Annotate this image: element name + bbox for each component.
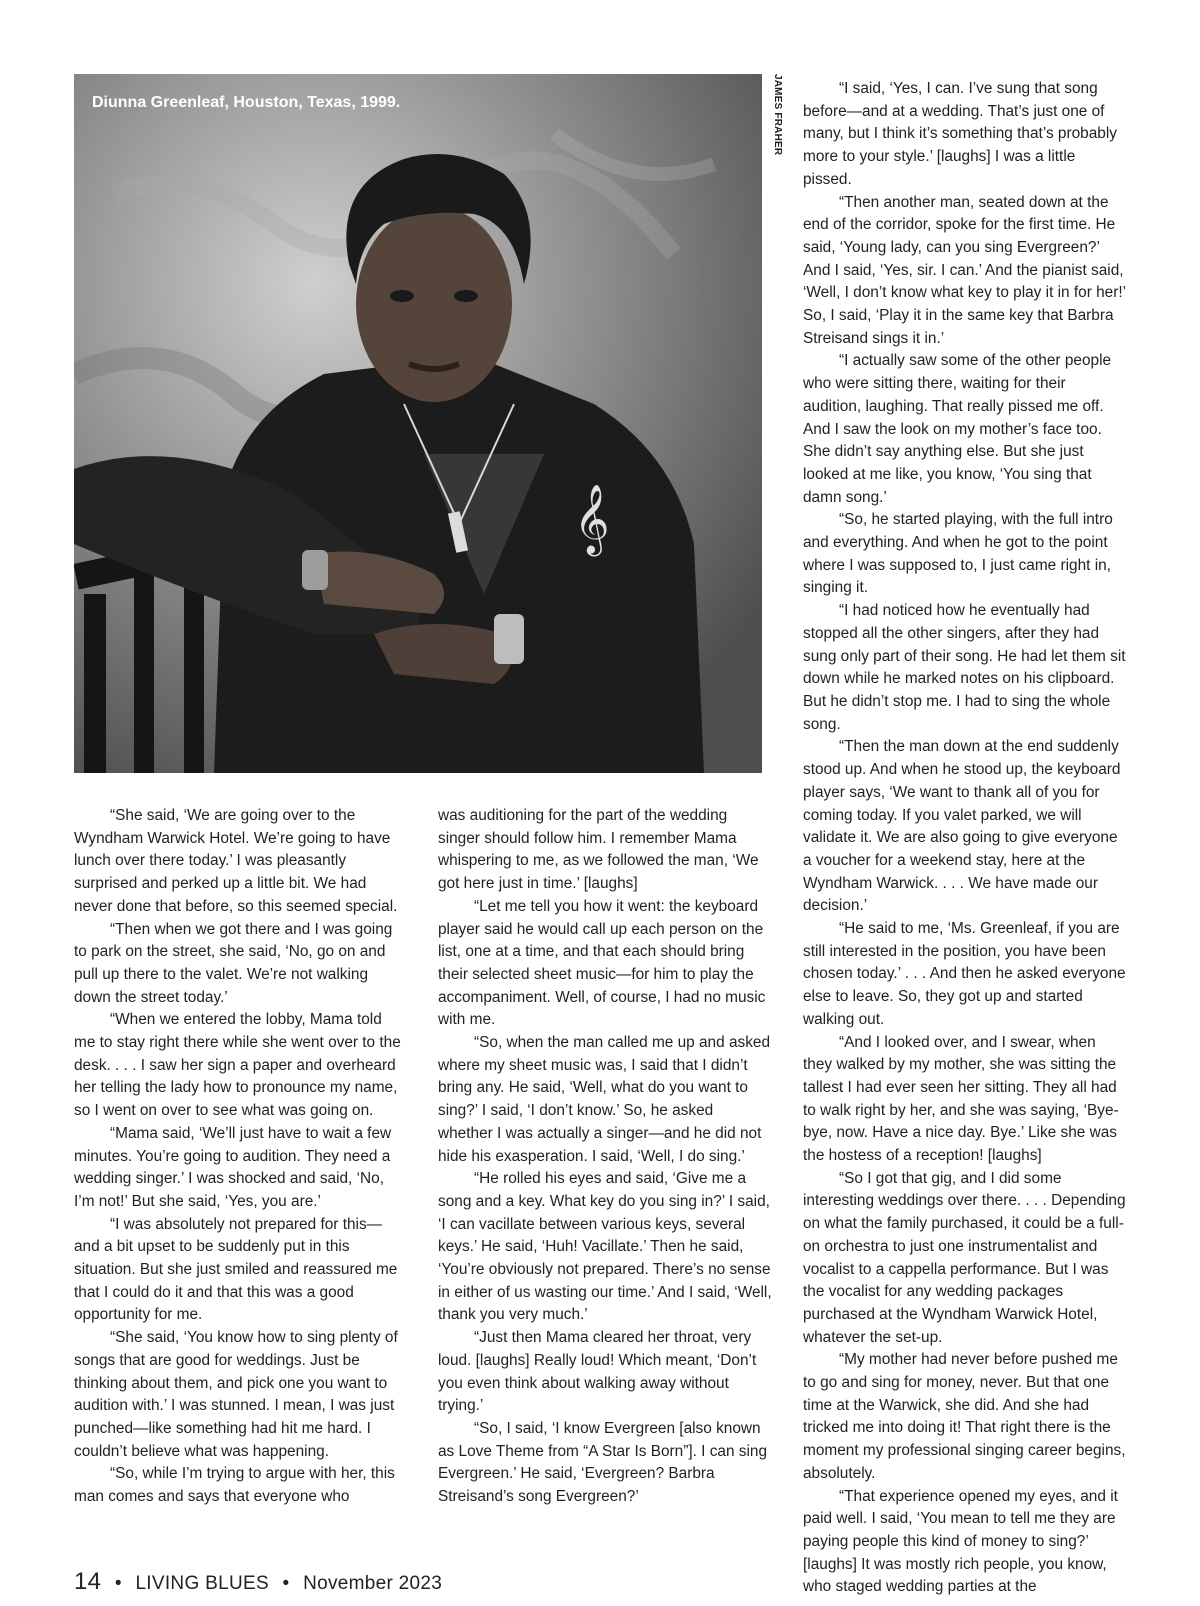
paragraph: “She said, ‘You know how to sing plenty of songs that are good for weddings. Just be thinking about them, and pick one you want to audition with.’ I was stunned. I mean, I was just punched—like something had hit me hard. I couldn’t believe what was happening. bbox=[74, 1329, 398, 1460]
page-number: 14 bbox=[74, 1568, 102, 1595]
text-column-left bbox=[74, 805, 404, 1509]
portrait-photo bbox=[74, 74, 762, 773]
text-column-middle bbox=[438, 805, 772, 1509]
paragraph: “When we entered the lobby, Mama told me to stay right there while she went over to the desk. . . . I saw her sign a paper and overheard her telling the lady how to pronounce my name, so I went on over to see what was going on. bbox=[74, 1011, 401, 1120]
paragraph: “And I looked over, and I swear, when they walked by my mother, she was sitting the tallest I had ever seen her sitting. They all had to walk right by her, and she was saying, ‘Bye-bye, now. Have a nice day. Bye.’ Like she was the hostess of a reception! [laughs] bbox=[803, 1033, 1119, 1165]
issue-date: November 2023 bbox=[303, 1573, 443, 1594]
paragraph: “So, I said, ‘I know Evergreen [also known as Love Theme from “A Star Is Born”]. I can sing Evergreen.’ He said, ‘Evergreen? Barbra Streisand’s song Evergreen?’ bbox=[438, 1419, 768, 1506]
paragraph: “Let me tell you how it went: the keyboard player said he would call up each person on the list, one at a time, and that each should bring their selected sheet music—for him to play the accompaniment. Well, of course, I had no music with me. bbox=[438, 897, 766, 1029]
paragraph: “I actually saw some of the other people who were sitting there, waiting for their audition, laughing. That really pissed me off. And I saw the look on my mother’s face too. She didn’t say anything else. But she just looked at me like, you know, ‘You sing that damn song.’ bbox=[803, 352, 1112, 506]
paragraph: “He said to me, ‘Ms. Greenleaf, if you are still interested in the position, you have been chosen today.’ . . . And then he asked everyone else to leave. So, they got up and started walking out. bbox=[803, 920, 1126, 1028]
svg-text:𝄞: 𝄞 bbox=[574, 484, 610, 554]
paragraph: “I had noticed how he eventually had stopped all the other singers, after they had sung only part of their song. He had let them sit down while he marked notes on his clipboard. But he didn’t stop me. I had to sing the whole song. bbox=[803, 602, 1126, 733]
paragraph: “So I got that gig, and I did some interesting weddings over there. . . . Depending on what the family purchased, it could be a full-on orchestra to just one instrumentalist and vocalist to a cappella performance. But I was the vocalist for any wedding packages purchased at the Wyndham Warwick Hotel, whatever the set-up. bbox=[803, 1169, 1126, 1346]
paragraph: “Then another man, seated down at the end of the corridor, spoke for the first time. He said, ‘Young lady, can you sing Evergreen?’ And I said, ‘Yes, sir. I can.’ And the pianist said, ‘Well, I don’t know what key to play it in for her!’ So, I said, ‘Play it in the same key that Barbra Streisand sings it in.’ bbox=[803, 193, 1126, 347]
paragraph: “He rolled his eyes and said, ‘Give me a song and a key. What key do you sing in?’ I said, ‘I can vacillate between various keys, several keys.’ He said, ‘Huh! Vacillate.’ Then he said, ‘You’re obviously not prepared. There’s no sense in either of us wasting our time.’ And I said, ‘Well, thank you very much.’ bbox=[438, 1170, 772, 1324]
paragraph: “Mama said, ‘We’ll just have to wait a few minutes. You’re going to audition. They need a wedding singer.’ I was shocked and said, ‘No, I’m not!’ But she said, ‘Yes, you are.’ bbox=[74, 1124, 392, 1210]
paragraph: “She said, ‘We are going over to the Wyndham Warwick Hotel. We’re going to have lunch over there today.’ I was pleasantly surprised and perked up a little bit. We had never done that before, so this seemed special. bbox=[74, 807, 398, 915]
photo-credit: JAMES FRAHER bbox=[772, 74, 783, 156]
paragraph: “Just then Mama cleared her throat, very loud. [laughs] Really loud! Which meant, ‘Don’t you even think about walking away without trying.’ bbox=[438, 1329, 757, 1415]
paragraph: “I was absolutely not prepared for this—and a bit upset to be suddenly put in this situation. But she just smiled and reassured me that I could do it and that this was a good opportunity for me. bbox=[74, 1215, 398, 1324]
paragraph: was auditioning for the part of the wedding singer should follow him. I remember Mama whispering to me, as we followed the man, ‘We got here just in time.’ [laughs] bbox=[438, 807, 759, 893]
portrait-illustration bbox=[74, 74, 762, 773]
paragraph: “Then when we got there and I was going to park on the street, she said, ‘No, go on and pull up there to the valet. We’re not walking down the street today.’ bbox=[74, 920, 393, 1006]
page-footer bbox=[74, 1568, 442, 1596]
paragraph: “That experience opened my eyes, and it paid well. I said, ‘You mean to tell me they are paying people this kind of money to sing?’ [laughs] It was mostly rich people, you know, who staged wedding parties at the bbox=[803, 1487, 1118, 1596]
magazine-name: LIVING BLUES bbox=[135, 1573, 269, 1594]
paragraph: “So, when the man called me up and asked where my sheet music was, I said that I didn’t bring any. He said, ‘Well, what do you want to sing?’ I said, ‘I don’t know.’ So, he asked whether I was actually a singer—and he did not hide his exasperation. I said, ‘Well, I do sing.’ bbox=[438, 1034, 771, 1165]
paragraph: “My mother had never before pushed me to go and sing for money, never. But that one time at the Warwick, she did. And she had tricked me into doing it! That right there is the moment my professional singing career begins, absolutely. bbox=[803, 1351, 1126, 1482]
footer-bullet: • bbox=[114, 1573, 122, 1594]
paragraph: “I said, ‘Yes, I can. I’ve sung that song before—and at a wedding. That’s just one of many, but I think it’s something that’s probably more to your style.’ [laughs] I was a little pissed. bbox=[803, 80, 1117, 188]
paragraph: “So, while I’m trying to argue with her, this man comes and says that everyone who bbox=[74, 1465, 395, 1506]
paragraph: “So, he started playing, with the full intro and everything. And when he got to the point where I was supposed to, I just came right in, singing it. bbox=[803, 511, 1113, 597]
photo-caption: Diunna Greenleaf, Houston, Texas, 1999. bbox=[92, 94, 401, 111]
text-column-right bbox=[803, 78, 1128, 1599]
paragraph: “Then the man down at the end suddenly stood up. And when he stood up, the keyboard player says, ‘We want to thank all of you for coming today. If you valet parked, we will validate it. We are also going to give everyone a voucher for a weekend stay, here at the Wyndham Warwick. . . . We have made our decision.’ bbox=[803, 738, 1121, 915]
footer-bullet: • bbox=[282, 1573, 290, 1594]
